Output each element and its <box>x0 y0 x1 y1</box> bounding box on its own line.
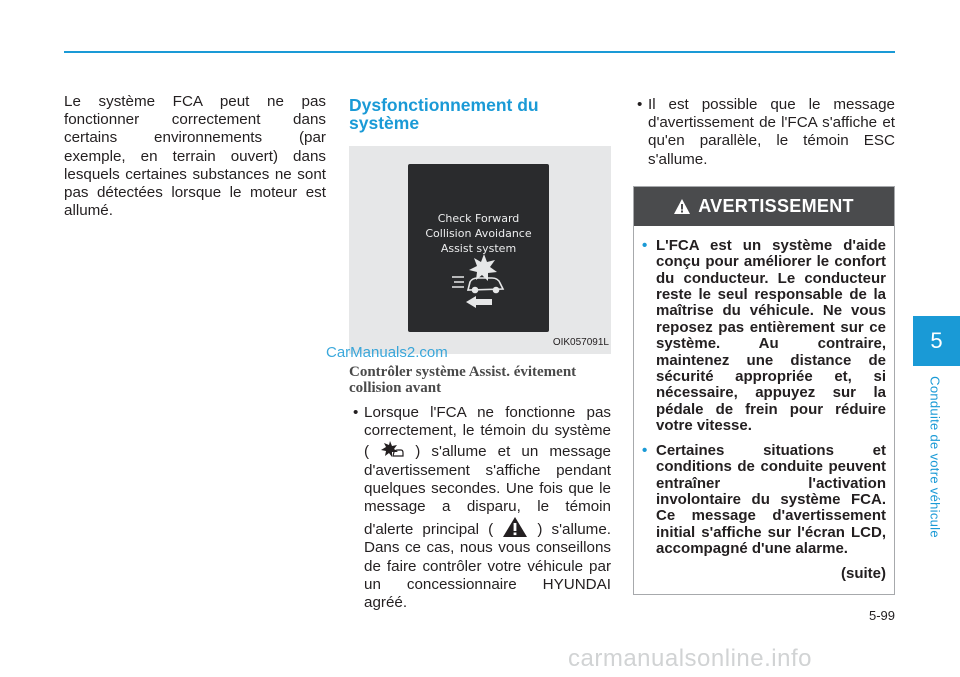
esc-bullet <box>633 96 895 169</box>
bullet-dot: • <box>642 441 648 459</box>
bullet-text-part-3: ) s'allume. Dans ce cas, nous vous conseillons de faire contrôler votre véhicule par un concessionnaire HYUNDAI agréé. <box>364 521 611 612</box>
car-icon <box>468 278 503 293</box>
screen-line-1: Check Forward <box>437 212 520 225</box>
fca-system-graphic <box>448 252 510 312</box>
bullet-dot: • <box>353 404 359 421</box>
warning-item-text: L'FCA est un système d'aide conçu pour améliorer le confort du conducteur. Le conducteur reste le seul responsable de la maîtrise du véhicule. Ne vous reposez pas entièrement sur ce système. Au contraire, maintenez une distance de sécurité appropriée et, si nécessaire, appuyez sur la pédale de frein pour réduire votre vitesse. <box>656 236 886 435</box>
warning-item <box>642 443 886 558</box>
arrow-left-icon <box>466 296 492 308</box>
bullet-dot: • <box>637 96 643 113</box>
chapter-tab: 5 <box>913 316 960 366</box>
chapter-title <box>915 368 955 546</box>
warning-title: AVERTISSEMENT <box>698 196 854 217</box>
malfunction-bullet <box>349 404 611 612</box>
page-number: 5-99 <box>868 608 895 623</box>
motion-lines <box>452 277 464 287</box>
bullet-text-part-1: Lorsque l'FCA ne fonctionne pas correctement, le témoin du système ( <box>364 404 611 461</box>
warning-item-text: Certaines situations et conditions de conduite peuvent entraîner l'activation involontaire du système FCA. Ce message d'avertissement initial s'affiche sur l'écran LCD, accompagné d'une alarme. <box>656 441 886 558</box>
collision-star-icon <box>469 254 497 281</box>
lcd-screen <box>408 164 549 332</box>
watermark: CarManuals2.com <box>326 344 448 361</box>
bullet-text-part-2: ) s'allume et un message d'avertissement s'affiche pendant quelques secondes. Une fois que le message a disparu, le témoin d'alerte principal ( <box>364 443 611 539</box>
chapter-title-text: Conduite de votre véhicule <box>927 376 943 538</box>
warning-triangle-icon <box>674 199 690 214</box>
intro-paragraph: Le système FCA peut ne pas fonctionner correctement dans certains environnements (par exemple, en terrain ouvert) dans lesquels certaines substances ne sont pas détectées lorsque le moteur est allumé. <box>64 93 326 220</box>
screen-line-2: Collision Avoidance <box>425 227 532 240</box>
top-rule <box>64 51 895 53</box>
figure-cluster-display <box>349 146 611 354</box>
master-warning-icon <box>502 516 528 538</box>
bullet-dot: • <box>642 236 648 254</box>
column-3 <box>633 96 895 595</box>
column-1 <box>64 93 326 220</box>
fca-warning-icon <box>380 440 404 460</box>
warning-header <box>634 187 894 226</box>
figure-code: OIK057091L <box>552 336 609 348</box>
warning-body <box>634 226 894 594</box>
screen-line-3: Assist system <box>440 242 517 255</box>
section-heading: Dysfonctionnement du système <box>349 95 539 133</box>
warning-item <box>642 238 886 435</box>
continued-label: (suite) <box>841 564 886 582</box>
figure-caption: Contrôler système Assist. évitement collision avant <box>349 364 577 396</box>
footer-watermark: carmanualsonline.info <box>568 645 812 672</box>
esc-bullet-text: Il est possible que le message d'avertissement de l'FCA s'affiche et qu'en parallèle, le témoin ESC s'allume. <box>648 96 895 168</box>
warning-box <box>633 186 895 595</box>
